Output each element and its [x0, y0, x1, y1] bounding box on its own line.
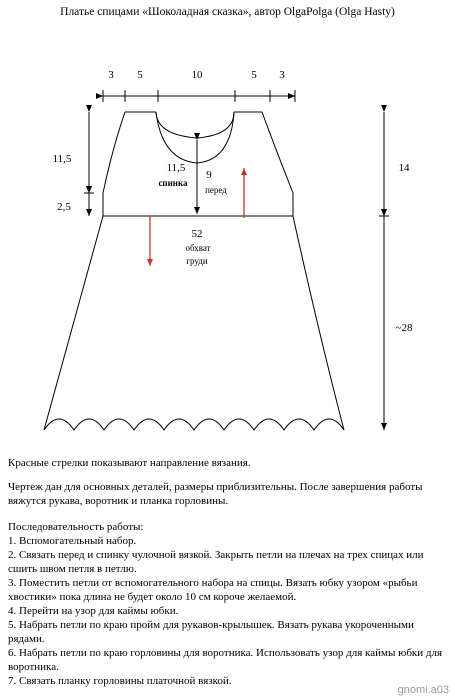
watermark: gnomi.a03 — [397, 684, 449, 696]
back-depth-value: 11,5 — [166, 162, 186, 174]
steps-list — [8, 534, 448, 688]
step-item: 2. Связать перед и спинку чулочной вязкой. Закрыть петли на плечах на трех спицах или сшить швом петля в петлю. — [8, 549, 424, 575]
note-drawing: Чертеж дан для основных деталей, размеры приблизительны. После завершения работы вяжутся рукава, воротник и планка горловины. — [8, 481, 423, 507]
step-item: 4. Перейти на узор для каймы юбки. — [8, 605, 179, 617]
bust-label-line-2: груди — [186, 256, 208, 266]
back-label: спинка — [158, 178, 188, 188]
step-item: 1. Вспомогательный набор. — [8, 535, 137, 547]
front-depth-value: 9 — [206, 169, 212, 181]
left-measure-lower: 2,5 — [57, 201, 71, 213]
steps-block — [8, 520, 448, 688]
right-measure-bodice: 14 — [398, 162, 410, 174]
bust-value: 52 — [191, 228, 203, 240]
step-item: 6. Набрать петли по краю горловины для воротника. Использовать узор для каймы юбки для воротника. — [8, 647, 443, 673]
top-measure-4: 5 — [251, 69, 257, 81]
note-arrows: Красные стрелки показывают направление вязания. — [8, 457, 251, 469]
top-dimension-line — [103, 90, 295, 102]
top-measure-2: 5 — [137, 69, 143, 81]
page-title: Платье спицами «Шоколадная сказка», автор OlgaPolga (Olga Hasty) — [60, 6, 395, 18]
back-neckline — [156, 112, 234, 138]
step-item: 5. Набрать петли по краю пройм для рукавов-крылышек. Вязать рукава укороченными рядами. — [8, 619, 414, 645]
top-measure-5: 3 — [279, 69, 285, 81]
left-measure-upper: 11,5 — [52, 153, 72, 165]
steps-title: Последовательность работы: — [8, 521, 144, 533]
bust-label-line-1: обхват — [185, 243, 211, 253]
top-measure-1: 3 — [108, 69, 114, 81]
front-label: перед — [205, 185, 227, 195]
notes-block — [8, 456, 448, 508]
step-item: 3. Поместить петли от вспомогательного набора на спицы. Вязать юбку узором «рыбьи хвостики» пока длина не будет около 10 см короче желаемой. — [8, 577, 418, 603]
hem-scallop — [44, 419, 344, 430]
step-item: 7. Связать планку горловины платочной вязкой. — [8, 675, 232, 687]
right-measure-skirt: ~28 — [395, 322, 413, 334]
top-measure-3: 10 — [191, 69, 203, 81]
